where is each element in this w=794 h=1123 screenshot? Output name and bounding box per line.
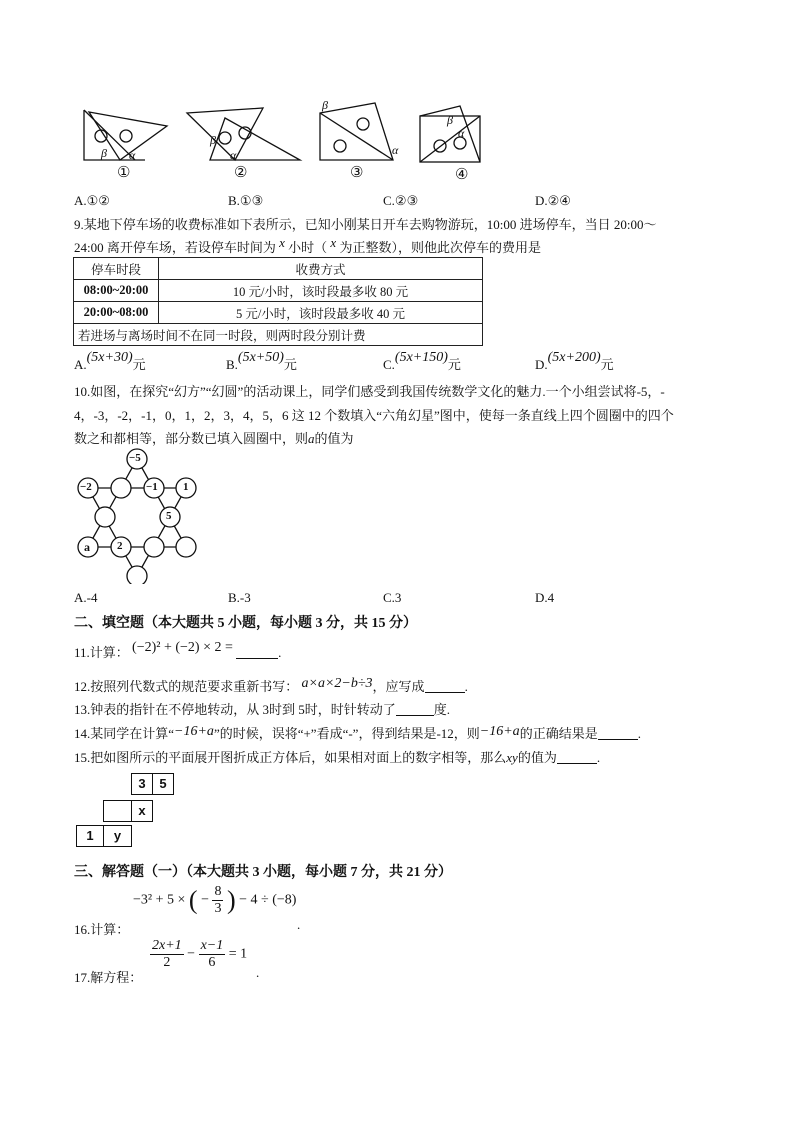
q11: 11.计算： (−2)² + (−2) × 2 = . xyxy=(74,640,282,660)
q17-denominator-1: 2 xyxy=(163,955,171,970)
q8-option-c: C.②③ xyxy=(383,193,419,208)
q8-option-d: D.②④ xyxy=(535,193,571,208)
q9-line2 xyxy=(74,237,541,256)
q10-line1: 10.如图，在探究“幻方”“幻圆”的活动课上，同学们感受到我国传统数学文化的魅力.一个小组尝试将-5，- xyxy=(74,384,665,399)
fig4-beta: β xyxy=(447,113,453,127)
fig4-alpha: α xyxy=(458,126,465,140)
star-left-label: −2 xyxy=(80,481,92,493)
star-pos5-label: 5 xyxy=(166,510,172,522)
q10-line2: 4，-3，-2，-1，0，1，2，3，4，5，6 这 12 个数填入“六角幻星”图中，使每一条直线上四个圆圈中的四个 xyxy=(74,408,674,423)
figure-2 xyxy=(187,108,300,160)
fig4-label: ④ xyxy=(455,167,469,183)
section2-title: 二、填空题（本大题共 5 小题，每小题 3 分，共 15 分） xyxy=(74,616,417,631)
fig1-label: ① xyxy=(117,165,131,181)
q8-option-b: B.①③ xyxy=(228,193,264,208)
q15-blank xyxy=(557,751,597,764)
q9-option-b: B.(5x+50)元 xyxy=(226,350,297,372)
q9-option-c: C.(5x+150)元 xyxy=(383,350,461,372)
q17-period: . xyxy=(256,965,260,980)
fig1-alpha: α xyxy=(129,148,136,162)
q12-expression: a×a×2−b÷3 xyxy=(301,676,373,691)
q10-option-c: C.3 xyxy=(383,590,402,605)
net-cell-empty-1 xyxy=(103,800,132,822)
fig3-beta: β xyxy=(322,98,328,112)
fee-header-method: 收费方式 xyxy=(159,258,483,280)
q16-denominator: 3 xyxy=(214,901,222,916)
hexagram-figure xyxy=(74,448,204,584)
fee-header-period: 停车时段 xyxy=(74,258,159,280)
q10-line3: 数之和都相等，部分数已填入圆圈中，则a的值为 xyxy=(74,431,354,446)
q9-option-a: A.(5x+30)元 xyxy=(74,350,146,372)
q16-prefix: 16.计算： xyxy=(74,922,130,937)
section3-title: 三、解答题（一）（本大题共 3 小题，每小题 7 分，共 21 分） xyxy=(74,865,452,880)
q17-prefix: 17.解方程： xyxy=(74,970,143,985)
fee-table xyxy=(73,257,483,346)
fig2-alpha: α xyxy=(230,148,237,162)
fee-row2-method: 5 元/小时，该时段最多收 40 元 xyxy=(159,302,483,324)
q9-text-c: 为正整数），则他此次停车的费用是 xyxy=(339,240,541,255)
triangle-figures xyxy=(75,98,505,188)
net-cell-5: 5 xyxy=(152,773,174,795)
fig2-beta: β xyxy=(210,133,216,147)
q12-blank xyxy=(425,680,465,693)
figure-3 xyxy=(320,103,393,160)
fig3-label: ③ xyxy=(350,165,364,181)
q17-numerator-2: x−1 xyxy=(200,938,224,953)
q9-var-x: x xyxy=(279,235,285,250)
fig3-alpha: α xyxy=(392,143,399,157)
q16-period: . xyxy=(297,917,301,932)
star-neg1-label: −1 xyxy=(146,481,158,493)
fee-row1-method: 10 元/小时，该时段最多收 80 元 xyxy=(159,280,483,302)
star-pos2-label: 2 xyxy=(117,540,123,552)
q9-var-x-2: x xyxy=(330,235,337,250)
fee-row2-period: 20:00~08:00 xyxy=(74,302,159,324)
q17-numerator-1: 2x+1 xyxy=(152,938,182,953)
q12: 12.按照列代数式的规范要求重新书写： a×a×2−b÷3，应写成 . xyxy=(74,676,468,694)
q17-equation: $\frac{2x+1}{2}$ − $\frac{x-1}{6}$ = 1 xyxy=(152,938,248,970)
q11-blank xyxy=(236,646,278,659)
fig1-beta: β xyxy=(101,146,107,160)
net-cell-3: 3 xyxy=(131,773,153,795)
net-cell-y: y xyxy=(103,825,132,847)
q17-denominator-2: 6 xyxy=(208,955,216,970)
net-cell-1: 1 xyxy=(76,825,104,847)
q15: 15.把如图所示的平面展开图折成正方体后，如果相对面上的数字相等，那么xy的值为 . xyxy=(74,750,601,765)
q13: 13.钟表的指针在不停地转动，从 3时到 5时，时针转动了 度. xyxy=(74,702,451,717)
fee-row1-period: 08:00~20:00 xyxy=(74,280,159,302)
fee-footer: 若进场与离场时间不在同一时段，则两时段分别计费 xyxy=(74,324,483,346)
q9-option-d: D.(5x+200)元 xyxy=(535,350,614,372)
q14: 14.某同学在计算“−16+a”的时候，误将“+”看成“-”，得到结果是-12，则−16+a的正确结果是 . xyxy=(74,724,641,741)
q16-numerator: 8 xyxy=(214,884,222,899)
star-a-label: a xyxy=(84,540,90,554)
q13-blank xyxy=(396,703,434,716)
q9-text-a: 24:00 离开停车场，若设停车时间为 xyxy=(74,240,276,255)
q11-expression: (−2)² + (−2) × 2 = xyxy=(132,640,233,655)
q9-line1: 9.某地下停车场的收费标准如下表所示，已知小刚某日开车去购物游玩，10:00 进场停车，当日 20:00～ xyxy=(74,217,657,232)
star-top-label: −5 xyxy=(129,452,141,464)
q10-option-d: D.4 xyxy=(535,590,555,605)
q16-expression: −3² + 5 × ( − $\frac{8}{3}$ ) − 4 ÷ (−8) xyxy=(133,884,297,916)
q14-blank xyxy=(598,727,638,740)
net-cell-x: x xyxy=(131,800,153,822)
figure-1 xyxy=(84,110,167,160)
fig2-label: ② xyxy=(234,165,248,181)
q10-option-b: B.-3 xyxy=(228,590,251,605)
q9-text-b: 小时（ xyxy=(288,240,328,255)
star-pos1-label: 1 xyxy=(183,481,189,493)
q8-option-a: A.①② xyxy=(74,193,110,208)
q10-option-a: A.-4 xyxy=(74,590,98,605)
